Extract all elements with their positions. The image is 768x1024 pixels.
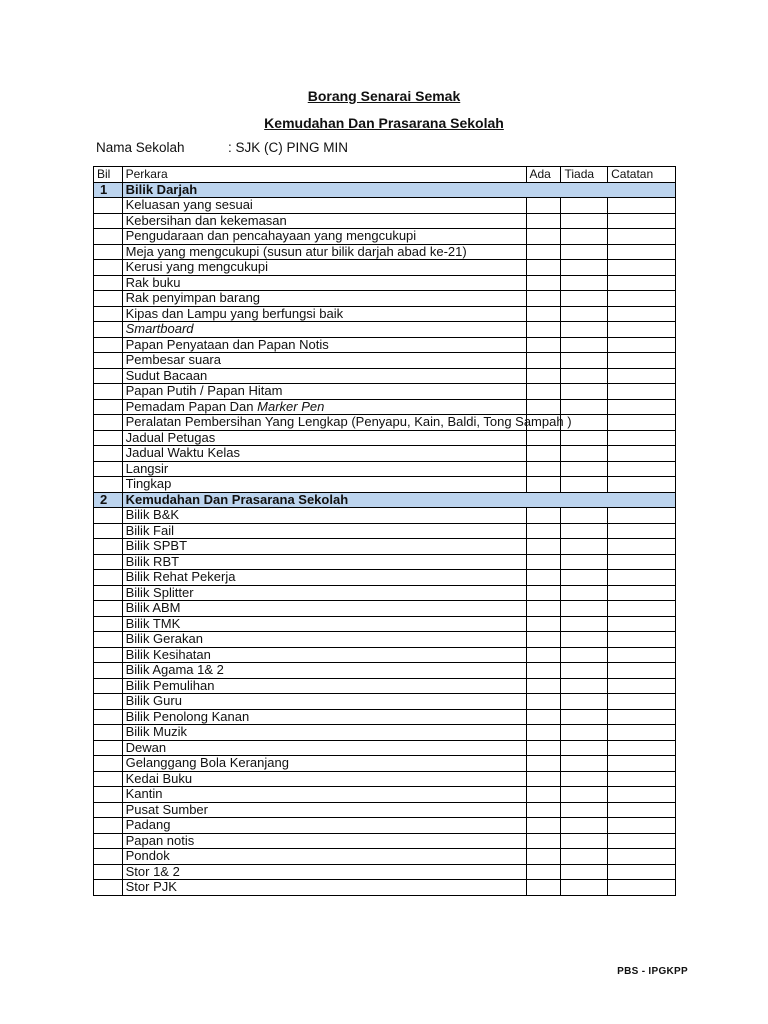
row-item: Pondok: [122, 849, 526, 865]
row-number-cell: [94, 384, 123, 400]
catatan-cell[interactable]: [608, 880, 676, 896]
ada-checkbox-cell[interactable]: [526, 430, 561, 446]
table-row: [94, 322, 676, 338]
row-item: Bilik RBT: [122, 554, 526, 570]
catatan-cell[interactable]: [608, 244, 676, 260]
catatan-cell[interactable]: [608, 678, 676, 694]
row-number-cell: [94, 430, 123, 446]
tiada-checkbox-cell[interactable]: [561, 337, 608, 353]
ada-checkbox-cell[interactable]: [526, 477, 561, 493]
tiada-checkbox-cell[interactable]: [561, 430, 608, 446]
row-number-cell: [94, 632, 123, 648]
row-number-cell: [94, 787, 123, 803]
ada-checkbox-cell[interactable]: [526, 601, 561, 617]
tiada-checkbox-cell[interactable]: [561, 353, 608, 369]
ada-checkbox-cell[interactable]: [526, 213, 561, 229]
header-bil: Bil: [94, 167, 123, 183]
row-item: Bilik Splitter: [122, 585, 526, 601]
catatan-cell[interactable]: [608, 864, 676, 880]
row-item: Kebersihan dan kekemasan: [122, 213, 526, 229]
ada-checkbox-cell[interactable]: [526, 632, 561, 648]
checklist-table: [93, 166, 676, 896]
tiada-checkbox-cell[interactable]: [561, 306, 608, 322]
row-number-cell: [94, 508, 123, 524]
table-row: [94, 399, 676, 415]
row-item: Bilik Kesihatan: [122, 647, 526, 663]
row-number-cell: [94, 446, 123, 462]
table-row: [94, 756, 676, 772]
catatan-cell[interactable]: [608, 570, 676, 586]
tiada-checkbox-cell[interactable]: [561, 740, 608, 756]
catatan-cell[interactable]: [608, 849, 676, 865]
tiada-checkbox-cell[interactable]: [561, 647, 608, 663]
ada-checkbox-cell[interactable]: [526, 849, 561, 865]
tiada-checkbox-cell[interactable]: [561, 477, 608, 493]
row-item: Gelanggang Bola Keranjang: [122, 756, 526, 772]
table-row: [94, 632, 676, 648]
tiada-checkbox-cell[interactable]: [561, 213, 608, 229]
table-row: [94, 291, 676, 307]
row-item: Papan Putih / Papan Hitam: [122, 384, 526, 400]
catatan-cell[interactable]: [608, 585, 676, 601]
tiada-checkbox-cell[interactable]: [561, 399, 608, 415]
row-number-cell: [94, 818, 123, 834]
row-number-cell: [94, 337, 123, 353]
tiada-checkbox-cell[interactable]: [561, 368, 608, 384]
row-item: Stor 1& 2: [122, 864, 526, 880]
row-number-cell: [94, 771, 123, 787]
table-row: [94, 523, 676, 539]
catatan-cell[interactable]: [608, 368, 676, 384]
table-row: [94, 539, 676, 555]
section-header-row: [94, 182, 676, 198]
ada-checkbox-cell[interactable]: [526, 508, 561, 524]
catatan-cell[interactable]: [608, 663, 676, 679]
catatan-cell[interactable]: [608, 771, 676, 787]
row-number-cell: [94, 368, 123, 384]
row-number-cell: [94, 616, 123, 632]
catatan-cell[interactable]: [608, 461, 676, 477]
table-row: [94, 198, 676, 214]
catatan-cell[interactable]: [608, 477, 676, 493]
ada-checkbox-cell[interactable]: [526, 756, 561, 772]
row-number-cell: [94, 353, 123, 369]
catatan-cell[interactable]: [608, 740, 676, 756]
row-number-cell: [94, 694, 123, 710]
table-row: [94, 833, 676, 849]
row-item: Bilik Agama 1& 2: [122, 663, 526, 679]
row-item: Bilik Penolong Kanan: [122, 709, 526, 725]
tiada-checkbox-cell[interactable]: [561, 539, 608, 555]
table-row: [94, 740, 676, 756]
table-row: [94, 663, 676, 679]
row-item: Smartboard: [122, 322, 526, 338]
ada-checkbox-cell[interactable]: [526, 399, 561, 415]
row-item: Stor PJK: [122, 880, 526, 896]
row-number-cell: [94, 756, 123, 772]
header-catatan: Catatan: [608, 167, 676, 183]
catatan-cell[interactable]: [608, 291, 676, 307]
table-row: [94, 508, 676, 524]
table-row: [94, 864, 676, 880]
ada-checkbox-cell[interactable]: [526, 260, 561, 276]
row-number-cell: [94, 229, 123, 245]
table-row: [94, 461, 676, 477]
table-row: [94, 384, 676, 400]
catatan-cell[interactable]: [608, 539, 676, 555]
table-row: [94, 849, 676, 865]
table-row: [94, 368, 676, 384]
catatan-cell[interactable]: [608, 229, 676, 245]
row-item: Pengudaraan dan pencahayaan yang mengcukupi: [122, 229, 526, 245]
row-item: Kipas dan Lampu yang berfungsi baik: [122, 306, 526, 322]
table-row: [94, 647, 676, 663]
row-number-cell: [94, 198, 123, 214]
row-number-cell: [94, 291, 123, 307]
row-number-cell: [94, 275, 123, 291]
row-item: Peralatan Pembersihan Yang Lengkap (Penyapu, Kain, Baldi, Tong Sampah ): [122, 415, 526, 431]
row-number-cell: [94, 740, 123, 756]
table-row: [94, 601, 676, 617]
row-item: Sudut Bacaan: [122, 368, 526, 384]
tiada-checkbox-cell[interactable]: [561, 446, 608, 462]
table-row: [94, 787, 676, 803]
tiada-checkbox-cell[interactable]: [561, 198, 608, 214]
row-item: Bilik Muzik: [122, 725, 526, 741]
table-row: [94, 818, 676, 834]
ada-checkbox-cell[interactable]: [526, 554, 561, 570]
row-item: Bilik Gerakan: [122, 632, 526, 648]
table-row: [94, 694, 676, 710]
tiada-checkbox-cell[interactable]: [561, 601, 608, 617]
ada-checkbox-cell[interactable]: [526, 725, 561, 741]
table-row: [94, 585, 676, 601]
tiada-checkbox-cell[interactable]: [561, 244, 608, 260]
catatan-cell[interactable]: [608, 787, 676, 803]
row-item-text: Pemadam Papan Dan: [125, 398, 258, 414]
ada-checkbox-cell[interactable]: [526, 229, 561, 245]
row-item: Langsir: [122, 461, 526, 477]
document-title: Borang Senarai Semak: [307, 88, 461, 104]
tiada-checkbox-cell[interactable]: [561, 663, 608, 679]
catatan-cell[interactable]: [608, 709, 676, 725]
header-ada: Ada: [526, 167, 561, 183]
section-title: Kemudahan Dan Prasarana Sekolah: [122, 492, 675, 508]
ada-checkbox-cell[interactable]: [526, 368, 561, 384]
row-item: Rak penyimpan barang: [122, 291, 526, 307]
catatan-cell[interactable]: [608, 399, 676, 415]
table-row: [94, 306, 676, 322]
row-number-cell: [94, 244, 123, 260]
school-name-line: [96, 140, 348, 155]
catatan-cell[interactable]: [608, 694, 676, 710]
row-item: Bilik Fail: [122, 523, 526, 539]
row-number-cell: [94, 399, 123, 415]
table-row: [94, 430, 676, 446]
ada-checkbox-cell[interactable]: [526, 306, 561, 322]
row-item: Bilik Rehat Pekerja: [122, 570, 526, 586]
catatan-cell[interactable]: [608, 213, 676, 229]
table-row: [94, 353, 676, 369]
header-perkara: Perkara: [122, 167, 526, 183]
row-item: Papan notis: [122, 833, 526, 849]
row-number-cell: [94, 523, 123, 539]
tiada-checkbox-cell[interactable]: [561, 570, 608, 586]
row-item: Bilik TMK: [122, 616, 526, 632]
tiada-checkbox-cell[interactable]: [561, 616, 608, 632]
ada-checkbox-cell[interactable]: [526, 384, 561, 400]
table-header-row: [94, 167, 676, 183]
table-row: [94, 880, 676, 896]
table-row: [94, 337, 676, 353]
ada-checkbox-cell[interactable]: [526, 585, 561, 601]
tiada-checkbox-cell[interactable]: [561, 787, 608, 803]
row-number-cell: [94, 322, 123, 338]
table-row: [94, 802, 676, 818]
row-item: Kantin: [122, 787, 526, 803]
table-row: [94, 554, 676, 570]
header-tiada: Tiada: [561, 167, 608, 183]
table-row: [94, 570, 676, 586]
catatan-cell[interactable]: [608, 275, 676, 291]
row-item: [122, 399, 526, 415]
catatan-cell[interactable]: [608, 430, 676, 446]
tiada-checkbox-cell[interactable]: [561, 756, 608, 772]
ada-checkbox-cell[interactable]: [526, 880, 561, 896]
ada-checkbox-cell[interactable]: [526, 616, 561, 632]
catatan-cell[interactable]: [608, 415, 676, 431]
row-item: Rak buku: [122, 275, 526, 291]
table-row: [94, 725, 676, 741]
row-number-cell: [94, 709, 123, 725]
row-number-cell: [94, 415, 123, 431]
row-number-cell: [94, 864, 123, 880]
table-row: [94, 229, 676, 245]
row-item: Pembesar suara: [122, 353, 526, 369]
row-item: Tingkap: [122, 477, 526, 493]
row-item: Papan Penyataan dan Papan Notis: [122, 337, 526, 353]
section-header-row: [94, 492, 676, 508]
school-name-value: : SJK (C) PING MIN: [228, 140, 349, 155]
section-title: Bilik Darjah: [122, 182, 675, 198]
row-item: Bilik Guru: [122, 694, 526, 710]
table-row: [94, 275, 676, 291]
row-item: Kedai Buku: [122, 771, 526, 787]
row-number-cell: [94, 477, 123, 493]
ada-checkbox-cell[interactable]: [526, 244, 561, 260]
catatan-cell[interactable]: [608, 198, 676, 214]
ada-checkbox-cell[interactable]: [526, 647, 561, 663]
tiada-checkbox-cell[interactable]: [561, 291, 608, 307]
tiada-checkbox-cell[interactable]: [561, 275, 608, 291]
section-number: 2: [94, 492, 123, 508]
tiada-checkbox-cell[interactable]: [561, 678, 608, 694]
tiada-checkbox-cell[interactable]: [561, 260, 608, 276]
catatan-cell[interactable]: [608, 322, 676, 338]
row-item: Bilik Pemulihan: [122, 678, 526, 694]
row-number-cell: [94, 601, 123, 617]
ada-checkbox-cell[interactable]: [526, 709, 561, 725]
ada-checkbox-cell[interactable]: [526, 663, 561, 679]
catatan-cell[interactable]: [608, 632, 676, 648]
catatan-cell[interactable]: [608, 647, 676, 663]
ada-checkbox-cell[interactable]: [526, 833, 561, 849]
tiada-checkbox-cell[interactable]: [561, 694, 608, 710]
table-row: [94, 771, 676, 787]
ada-checkbox-cell[interactable]: [526, 198, 561, 214]
catatan-cell[interactable]: [608, 508, 676, 524]
ada-checkbox-cell[interactable]: [526, 523, 561, 539]
catatan-cell[interactable]: [608, 353, 676, 369]
row-number-cell: [94, 678, 123, 694]
row-item: Padang: [122, 818, 526, 834]
table-row: [94, 709, 676, 725]
catatan-cell[interactable]: [608, 756, 676, 772]
ada-checkbox-cell[interactable]: [526, 864, 561, 880]
tiada-checkbox-cell[interactable]: [561, 523, 608, 539]
tiada-checkbox-cell[interactable]: [561, 725, 608, 741]
tiada-checkbox-cell[interactable]: [561, 554, 608, 570]
row-number-cell: [94, 539, 123, 555]
tiada-checkbox-cell[interactable]: [561, 508, 608, 524]
catatan-cell[interactable]: [608, 384, 676, 400]
ada-checkbox-cell[interactable]: [526, 818, 561, 834]
catatan-cell[interactable]: [608, 554, 676, 570]
row-number-cell: [94, 833, 123, 849]
tiada-checkbox-cell[interactable]: [561, 818, 608, 834]
tiada-checkbox-cell[interactable]: [561, 632, 608, 648]
table-row: [94, 244, 676, 260]
catatan-cell[interactable]: [608, 446, 676, 462]
tiada-checkbox-cell[interactable]: [561, 709, 608, 725]
row-number-cell: [94, 213, 123, 229]
document-subtitle: Kemudahan Dan Prasarana Sekolah: [264, 115, 504, 131]
tiada-checkbox-cell[interactable]: [561, 585, 608, 601]
table-row: [94, 616, 676, 632]
row-number-cell: [94, 802, 123, 818]
table-row: [94, 213, 676, 229]
tiada-checkbox-cell[interactable]: [561, 864, 608, 880]
row-item: Jadual Petugas: [122, 430, 526, 446]
row-item: Pusat Sumber: [122, 802, 526, 818]
row-number-cell: [94, 849, 123, 865]
catatan-cell[interactable]: [608, 833, 676, 849]
catatan-cell[interactable]: [608, 523, 676, 539]
row-item: Jadual Waktu Kelas: [122, 446, 526, 462]
table-row: [94, 260, 676, 276]
tiada-checkbox-cell[interactable]: [561, 384, 608, 400]
catatan-cell[interactable]: [608, 725, 676, 741]
catatan-cell[interactable]: [608, 260, 676, 276]
tiada-checkbox-cell[interactable]: [561, 880, 608, 896]
ada-checkbox-cell[interactable]: [526, 275, 561, 291]
table-row: [94, 477, 676, 493]
ada-checkbox-cell[interactable]: [526, 291, 561, 307]
row-number-cell: [94, 570, 123, 586]
ada-checkbox-cell[interactable]: [526, 740, 561, 756]
row-item: Keluasan yang sesuai: [122, 198, 526, 214]
tiada-checkbox-cell[interactable]: [561, 322, 608, 338]
tiada-checkbox-cell[interactable]: [561, 229, 608, 245]
catatan-cell[interactable]: [608, 306, 676, 322]
section-number: 1: [94, 182, 123, 198]
table-row: [94, 446, 676, 462]
row-number-cell: [94, 585, 123, 601]
row-item: Bilik B&K: [122, 508, 526, 524]
tiada-checkbox-cell[interactable]: [561, 802, 608, 818]
tiada-checkbox-cell[interactable]: [561, 461, 608, 477]
table-row: [94, 678, 676, 694]
row-item: Bilik ABM: [122, 601, 526, 617]
ada-checkbox-cell[interactable]: [526, 446, 561, 462]
ada-checkbox-cell[interactable]: [526, 678, 561, 694]
row-number-cell: [94, 461, 123, 477]
row-number-cell: [94, 880, 123, 896]
ada-checkbox-cell[interactable]: [526, 771, 561, 787]
catatan-cell[interactable]: [608, 818, 676, 834]
ada-checkbox-cell[interactable]: [526, 353, 561, 369]
row-number-cell: [94, 663, 123, 679]
row-item: Bilik SPBT: [122, 539, 526, 555]
ada-checkbox-cell[interactable]: [526, 461, 561, 477]
tiada-checkbox-cell[interactable]: [561, 771, 608, 787]
ada-checkbox-cell[interactable]: [526, 570, 561, 586]
page-footer: PBS - IPGKPP: [617, 966, 688, 977]
school-name-label: Nama Sekolah: [96, 140, 185, 155]
row-number-cell: [94, 725, 123, 741]
ada-checkbox-cell[interactable]: [526, 787, 561, 803]
tiada-checkbox-cell[interactable]: [561, 849, 608, 865]
row-number-cell: [94, 306, 123, 322]
ada-checkbox-cell[interactable]: [526, 322, 561, 338]
row-number-cell: [94, 260, 123, 276]
ada-checkbox-cell[interactable]: [526, 694, 561, 710]
row-number-cell: [94, 554, 123, 570]
ada-checkbox-cell[interactable]: [526, 337, 561, 353]
ada-checkbox-cell[interactable]: [526, 802, 561, 818]
row-item: Kerusi yang mengcukupi: [122, 260, 526, 276]
row-item-text-italic: Marker Pen: [257, 398, 325, 414]
row-number-cell: [94, 647, 123, 663]
catatan-cell[interactable]: [608, 337, 676, 353]
ada-checkbox-cell[interactable]: [526, 539, 561, 555]
row-item: Meja yang mengcukupi (susun atur bilik darjah abad ke-21): [122, 244, 526, 260]
catatan-cell[interactable]: [608, 616, 676, 632]
row-item: Dewan: [122, 740, 526, 756]
table-row: [94, 415, 676, 431]
catatan-cell[interactable]: [608, 802, 676, 818]
catatan-cell[interactable]: [608, 601, 676, 617]
tiada-checkbox-cell[interactable]: [561, 833, 608, 849]
